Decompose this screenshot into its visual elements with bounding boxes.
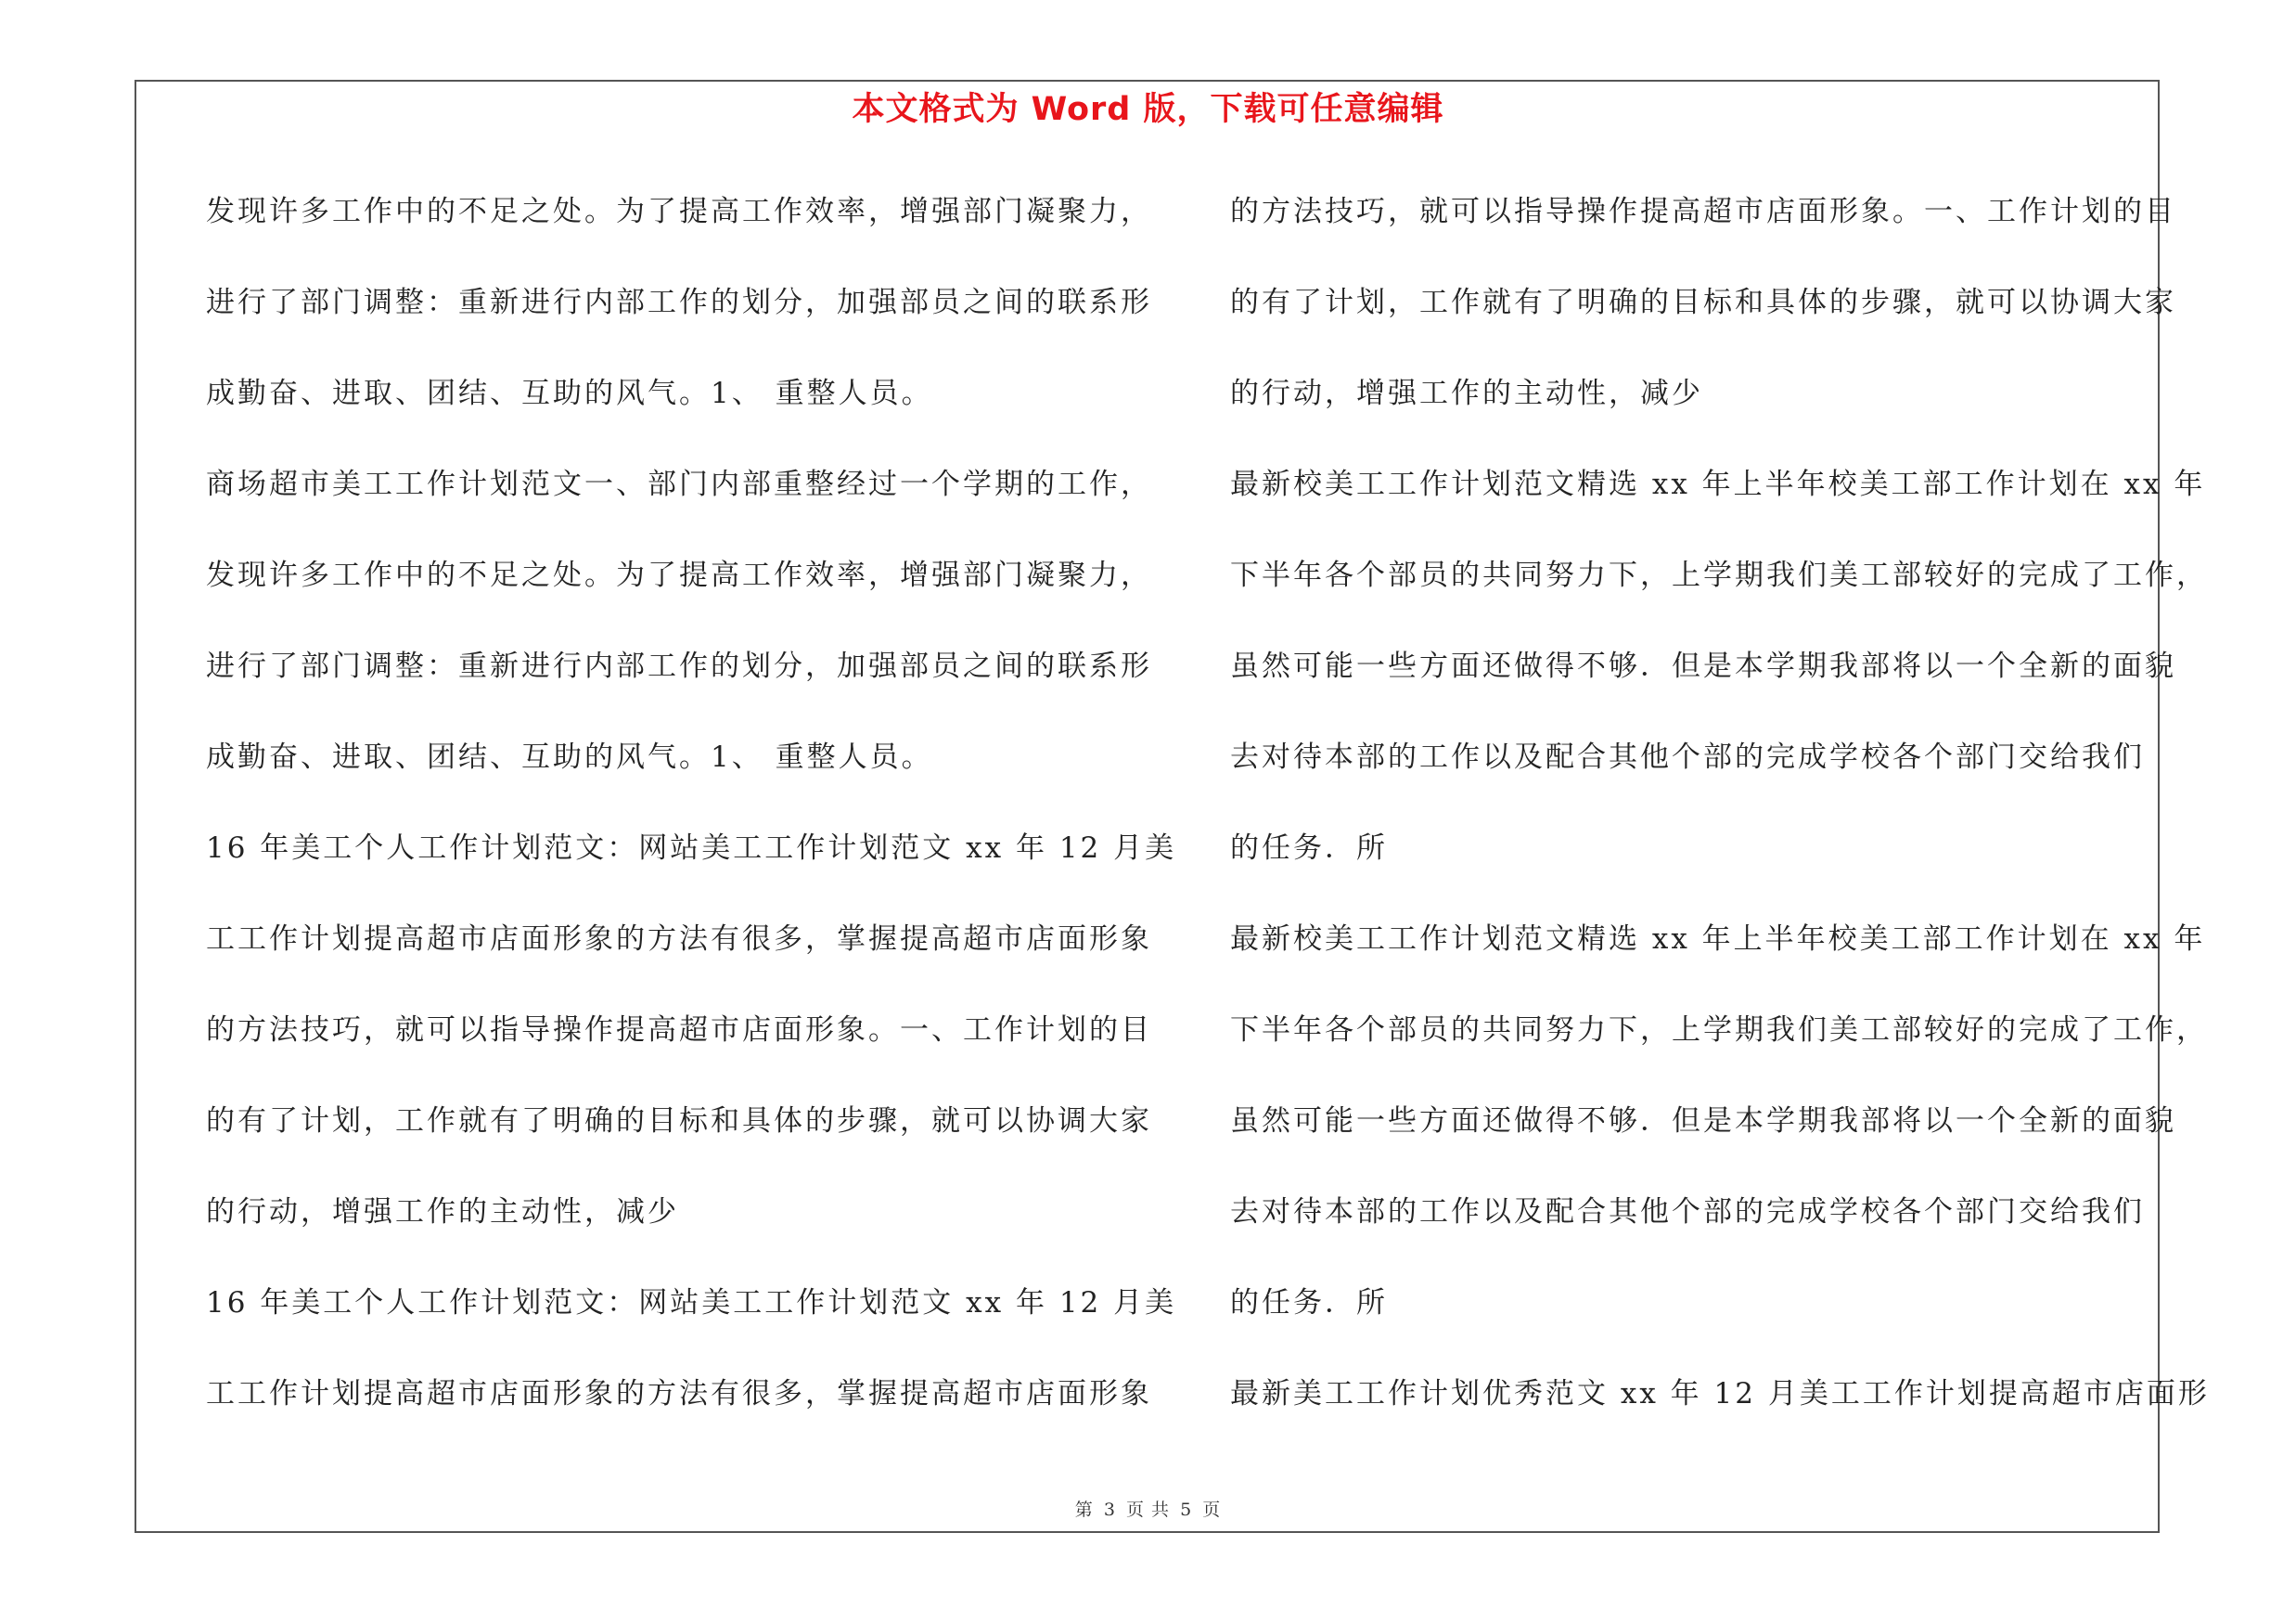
footer-mid: 页 共: [1125, 1500, 1171, 1520]
left-text-column: [206, 184, 1177, 1457]
text-line: 的任务．所: [1230, 1286, 1388, 1320]
text-line: 最新美工工作计划优秀范文 xx 年 12 月美工工作计划提高超市店面形: [1230, 1377, 2210, 1410]
text-line: 工工作计划提高超市店面形象的方法有很多，掌握提高超市店面形象: [206, 922, 1152, 956]
text-line: 最新校美工工作计划范文精选 xx 年上半年校美工部工作计划在 xx 年: [1230, 468, 2206, 501]
text-line: 的方法技巧，就可以指导操作提高超市店面形象。一、工作计划的目: [1230, 195, 2176, 228]
text-line: 成勤奋、进取、团结、互助的风气。1、 重整人员。: [206, 741, 933, 774]
text-line: 去对待本部的工作以及配合其他个部的完成学校各个部门交给我们: [1230, 741, 2145, 774]
text-line: 下半年各个部员的共同努力下，上学期我们美工部较好的完成了工作，: [1230, 559, 2208, 592]
text-line: 虽然可能一些方面还做得不够．但是本学期我部将以一个全新的面貌: [1230, 650, 2176, 683]
text-line: 的方法技巧，就可以指导操作提高超市店面形象。一、工作计划的目: [206, 1013, 1152, 1047]
text-line: 成勤奋、进取、团结、互助的风气。1、 重整人员。: [206, 377, 933, 410]
text-line: 发现许多工作中的不足之处。为了提高工作效率，增强部门凝聚力，: [206, 559, 1152, 592]
text-line: 去对待本部的工作以及配合其他个部的完成学校各个部门交给我们: [1230, 1195, 2145, 1229]
text-line: 进行了部门调整：重新进行内部工作的划分，加强部员之间的联系形: [206, 286, 1152, 319]
text-line: 的有了计划，工作就有了明确的目标和具体的步骤，就可以协调大家: [206, 1104, 1152, 1138]
text-line: 16 年美工个人工作计划范文：网站美工工作计划范文 xx 年 12 月美: [206, 1286, 1177, 1320]
footer-prefix: 第: [1074, 1500, 1094, 1520]
right-text-column: [1230, 184, 2210, 1457]
text-line: 16 年美工个人工作计划范文：网站美工工作计划范文 xx 年 12 月美: [206, 831, 1177, 865]
total-page-count: 5: [1180, 1500, 1193, 1520]
current-page-number: 3: [1103, 1500, 1116, 1520]
text-line: 的行动，增强工作的主动性，减少: [206, 1195, 679, 1229]
page-number-footer: [0, 1496, 2296, 1521]
text-line: 的任务．所: [1230, 831, 1388, 865]
text-line: 进行了部门调整：重新进行内部工作的划分，加强部员之间的联系形: [206, 650, 1152, 683]
footer-suffix: 页: [1202, 1500, 1222, 1520]
text-line: 工工作计划提高超市店面形象的方法有很多，掌握提高超市店面形象: [206, 1377, 1152, 1410]
text-line: 的有了计划，工作就有了明确的目标和具体的步骤，就可以协调大家: [1230, 286, 2176, 319]
header-banner: 本文格式为 Word 版，下载可任意编辑: [852, 91, 1444, 128]
text-line: 虽然可能一些方面还做得不够．但是本学期我部将以一个全新的面貌: [1230, 1104, 2176, 1138]
text-line: 的行动，增强工作的主动性，减少: [1230, 377, 1703, 410]
text-line: 下半年各个部员的共同努力下，上学期我们美工部较好的完成了工作，: [1230, 1013, 2208, 1047]
text-line: 发现许多工作中的不足之处。为了提高工作效率，增强部门凝聚力，: [206, 195, 1152, 228]
text-line: 商场超市美工工作计划范文一、部门内部重整经过一个学期的工作，: [206, 468, 1152, 501]
text-line: 最新校美工工作计划范文精选 xx 年上半年校美工部工作计划在 xx 年: [1230, 922, 2206, 956]
